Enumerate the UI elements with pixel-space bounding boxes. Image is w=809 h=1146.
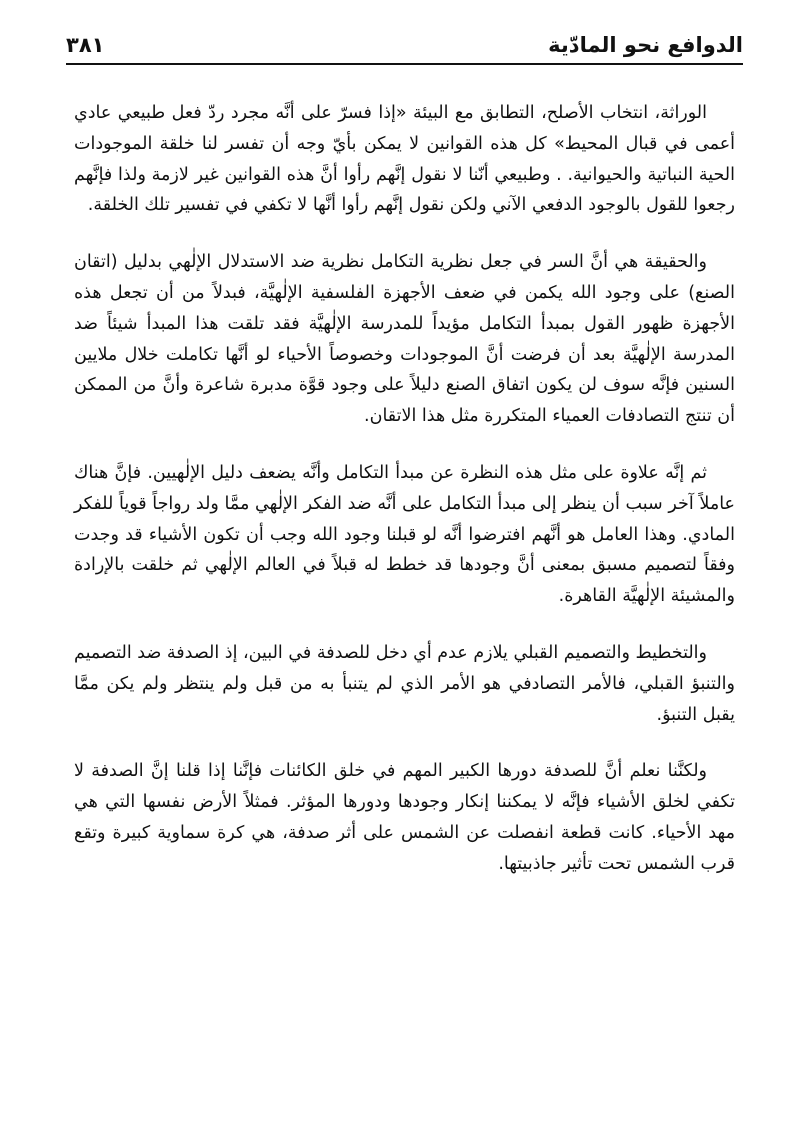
paragraph-1: الوراثة، انتخاب الأصلح، التطابق مع البيئة «إذا فسرّ على أنَّه مجرد ردّ فعل طبيعي عادي أعمى في قبال المحيط» كل هذه القوانين لا يمكن بأيّ وجه أن تفسر لنا خلقة الموجودات الحية النباتية والحيوانية. . وطبيعي أنّنا لا نقول إنَّهم رأوا أنَّ هذه القوانين غير لازمة ولذا فإنَّهم رجعوا للقول بالوجود الدفعي الآني ولكن نقول إنَّهم رأوا أنَّها لا تكفي في تفسير تلك الخلقة.: [74, 103, 735, 216]
header-divider: [66, 63, 743, 65]
paragraph-5: ولكنَّنا نعلم أنَّ للصدفة دورها الكبير المهم في خلق الكائنات فإنَّنا إذا قلنا إنَّ الصدفة لا تكفي لخلق الأشياء فإنَّه لا يمكننا إنكار وجودها ودورها المؤثر. فمثلاً الأرض نفسها التي هي مهد الأحياء. كانت قطعة انفصلت عن الشمس على أثر صدفة، هي كرة سماوية كبيرة وتقع قرب الشمس تحت تأثير جاذبيتها.: [74, 761, 735, 874]
body-text: [74, 98, 735, 906]
paragraph-2: والحقيقة هي أنَّ السر في جعل نظرية التكامل نظرية ضد الاستدلال الإلٰهي بدليل (اتقان الصنع) على وجود الله يكمن في ضعف الأجهزة الفلسفية الإلٰهيَّة، فبدلاً من أن تجعل هذه الأجهزة ظهور القول بمبدأ التكامل مؤيداً للمدرسة الإلٰهيَّة فقد تلقت هذا المبدأ شيئاً ضد المدرسة الإلٰهيَّة بعد أن فرضت أنَّ الموجودات وخصوصاً الأحياء لو أنَّها تكاملت خلال ملايين السنين فإنَّه سوف لن يكون اتفاق الصنع دليلاً على وجود قوَّة مدبرة شاعرة وأنَّ من الممكن أن تنتج التصادفات العمياء المتكررة مثل هذا الاتقان.: [74, 252, 735, 427]
running-title: الدوافع نحو المادّية: [548, 33, 743, 57]
paragraph-4: والتخطيط والتصميم القبلي يلازم عدم أي دخل للصدفة في البين، إذ الصدفة ضد التصميم والتنبؤ القبلي، فالأمر التصادفي هو الأمر الذي لم يتنبأ به من قبل ولم ينتظر ولم يكن ممَّا يقبل التنبؤ.: [74, 642, 735, 725]
page-header: [66, 26, 743, 60]
paragraph-3: ثم إنَّه علاوة على مثل هذه النظرة عن مبدأ التكامل وأنَّه يضعف دليل الإلٰهيين. فإنَّ هناك عاملاً آخر سبب أن ينظر إلى مبدأ التكامل على أنَّه ضد الفكر الإلٰهي ممَّا ولد رواجاً قوياً للفكر المادي. وهذا العامل هو أنَّهم افترضوا أنَّه لو قبلنا وجود الله وجب أن تكون الأشياء قد وجدت وفقاً لتصميم مسبق بمعنى أنَّ وجودها قد خطط له قبلاً في العالم الإلٰهي ثم خلقت بالإرادة والمشيئة الإلٰهيَّة القاهرة.: [74, 462, 735, 607]
page-number: ٣٨١: [66, 33, 105, 57]
